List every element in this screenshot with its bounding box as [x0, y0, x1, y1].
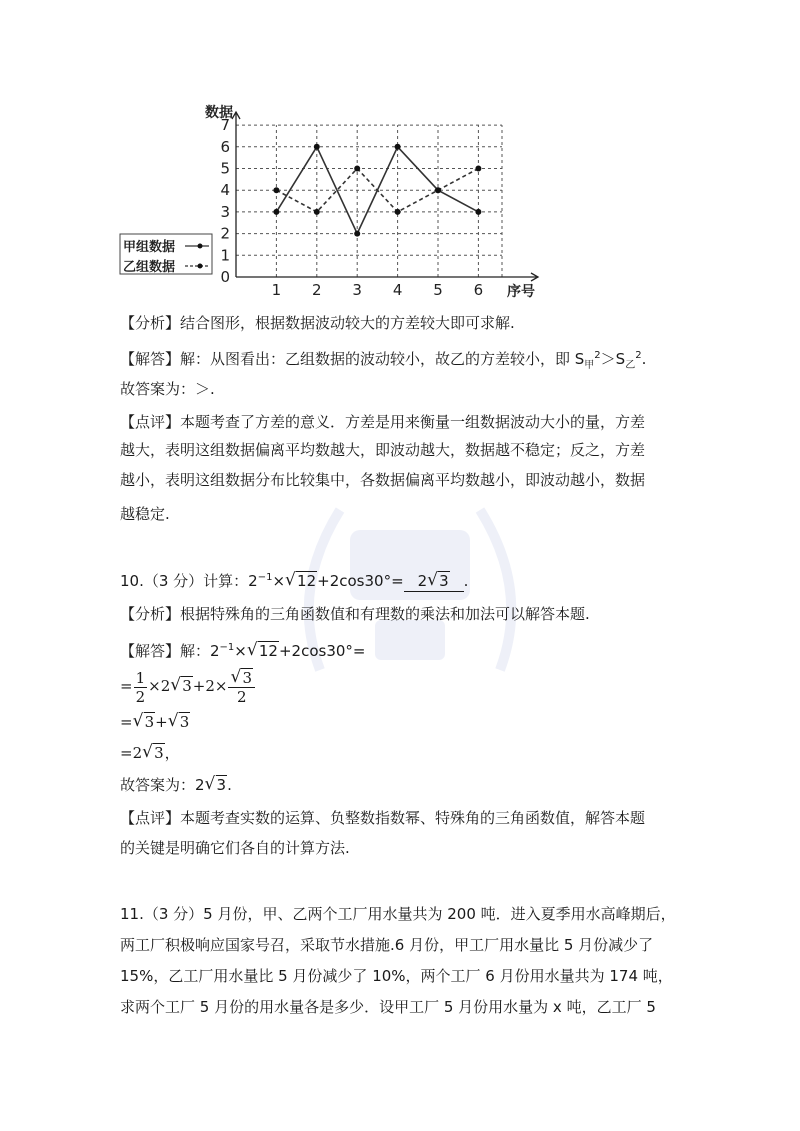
legend-marker [198, 244, 203, 249]
q9-solution: 【解答】解：从图看出：乙组数据的波动较小，故乙的方差较小，即 $S_甲^2>S_乙^2$. [120, 350, 647, 371]
q10-step-3: =2√ 3， [120, 743, 180, 763]
y-tick-label: 1 [220, 246, 230, 265]
q9-answer: 故答案为：＞. [120, 380, 215, 398]
q10-comment-line-2: 的关键是明确它们各自的计算方法. [120, 839, 350, 857]
y-tick-label: 0 [220, 268, 230, 286]
series-2-point [314, 209, 320, 215]
y-tick-label: 7 [220, 116, 230, 135]
x-axis-label: 序号 [507, 284, 535, 300]
q11-line-2: 两工厂积极响应国家号召，采取节水措施.6 月份，甲工厂用水量比 5 月份减少了 [120, 936, 654, 954]
y-tick-label: 3 [220, 202, 230, 221]
q10-step-1: = $\frac{1}{2}$ ×2√ 3+2× √ $\frac{3}{2}$ [120, 666, 256, 706]
series-2-point [354, 166, 360, 172]
q10-stem: 10.（3 分）计算：$2^{-1}\times√$ 12+2cos30°= 2√ 3 . [120, 568, 468, 592]
q11-line-3: 15%，乙工厂用水量比 5 月份减少了 10%，两个工厂 6 月份用水量共为 174 吨， [120, 967, 673, 985]
x-tick-label: 6 [473, 281, 484, 299]
y-tick-label: 2 [220, 224, 230, 243]
q10-answer: 故答案为：2√ 3. [120, 775, 232, 795]
line-chart [0, 0, 800, 310]
q9-analysis: 【分析】结合图形，根据数据波动较大的方差较大即可求解. [120, 314, 515, 332]
x-tick-label: 1 [271, 281, 282, 299]
q10-analysis: 【分析】根据特殊角的三角函数值和有理数的乘法和加法可以解答本题. [120, 605, 590, 623]
series-1-point [314, 144, 320, 150]
series-1-point [475, 209, 481, 215]
legend-marker [198, 264, 203, 269]
series-1-point [395, 144, 401, 150]
q10-solution: 【解答】解：$2^{-1}\times√$ 12+2cos30°= [120, 638, 365, 661]
legend-label: 甲组数据 [123, 240, 176, 255]
q10-answer-blank: 2√ 3 [404, 571, 464, 592]
legend-label: 乙组数据 [123, 260, 176, 275]
series-2-point [435, 187, 441, 193]
q9-comment-line-4: 越稳定. [120, 505, 170, 523]
series-2-point [395, 209, 401, 215]
x-tick-label: 2 [312, 281, 322, 299]
q10-comment-line-1: 【点评】本题考查实数的运算、负整数指数幂、特殊角的三角函数值，解答本题 [120, 809, 646, 827]
y-tick-label: 5 [220, 159, 230, 178]
y-axis-label: 数据 [205, 105, 233, 121]
q11-line-4: 求两个工厂 5 月份的用水量各是多少．设甲工厂 5 月份用水量为 x 吨，乙工厂 5 [120, 998, 656, 1016]
q11-line-1: 11.（3 分）5 月份，甲、乙两个工厂用水量共为 200 吨．进入夏季用水高峰期后， [120, 905, 676, 923]
q9-comment-line-2: 越大，表明这组数据偏离平均数越大，即波动越大，数据越不稳定；反之，方差 [120, 441, 646, 459]
series-1-point [354, 231, 360, 237]
x-tick-label: 5 [433, 281, 443, 299]
x-tick-label: 4 [392, 281, 403, 299]
q9-comment-line-1: 【点评】本题考查了方差的意义．方差是用来衡量一组数据波动大小的量，方差 [120, 413, 646, 431]
y-tick-label: 6 [220, 137, 230, 156]
series-2-point [273, 187, 279, 193]
q10-step-2: =√ 3+√ 3 [120, 712, 190, 732]
series-1-point [273, 209, 279, 215]
series-2-point [475, 166, 481, 172]
x-tick-label: 3 [352, 281, 362, 299]
q9-comment-line-3: 越小，表明这组数据分布比较集中，各数据偏离平均数越小，即波动越小，数据 [120, 471, 646, 489]
y-tick-label: 4 [220, 181, 230, 200]
